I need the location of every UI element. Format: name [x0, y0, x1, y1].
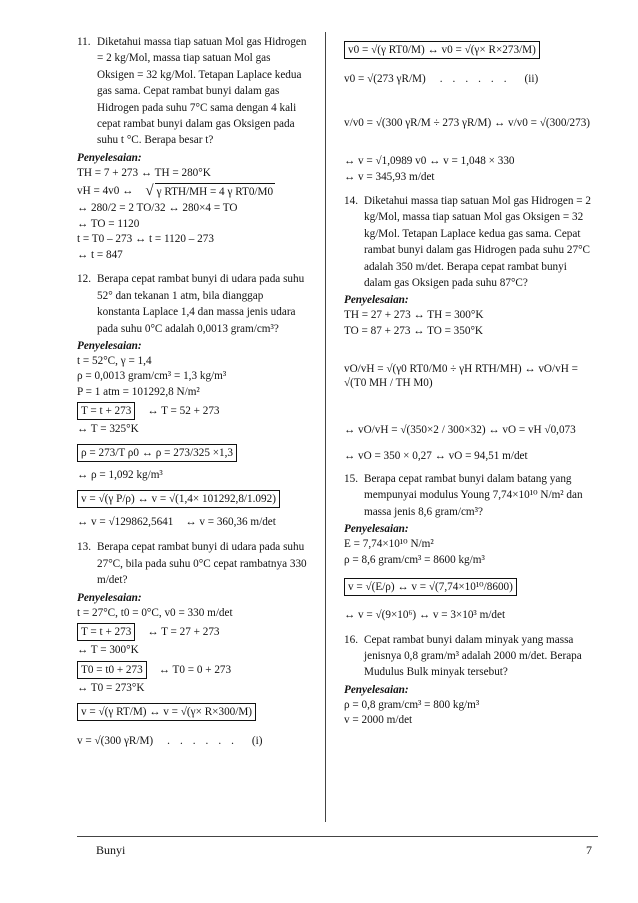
solution-heading: Penyelesaian: [77, 591, 142, 604]
eq: v0 = √(γ RT0/M) ↔ v0 = √(γ× R×273/M) [344, 36, 594, 64]
eq: TO = 87 + 273 ↔ TO = 350°K [344, 324, 484, 337]
eq: E = 7,74×10¹⁰ N/m² [344, 538, 434, 551]
eq: ρ = 0,0013 gram/cm³ = 1,3 kg/m³ [77, 370, 227, 383]
question-12-text: Berapa cepat rambat bunyi di udara pada suhu 52° dan tekanan 1 atm, bila dianggap konstanta Laplace 1,4 dan massa jenis udara pada suhu 0°C adalah 0,0013 gram/cm³? [97, 273, 305, 335]
question-14: 14. Diketahui massa tiap satuan Mol gas Hidrogen = 2 kg/Mol, massa tiap satuan Mol gas Oksigen = 32 kg/Mol. Tetapan Laplace kedua gas sama. Cepat rambat bunyi dalam gas Hidrogen pada suhu 27°C adalah 350 m/det. Berapa cepat rambat bunyi dalam gas Oksigen pada suhu 87°C? Penyelesaian: TH = 27 + 273 ↔ TH = 300°K TO = 87 + 273 ↔ TO = 350°K vO/vH = √(γ0 RT0/M0 ÷ γH RTH/MH) ↔ vO/vH = √(T0 MH / TH M0) ↔ vO/vH = √(350×2 / 300×32) ↔ vO = vH √0,073 ↔ vO = 350 × 0,27 ↔ vO = 94,51 m/det [344, 193, 594, 465]
eq: ↔ v = √1,0989 v0 ↔ v = 1,048 × 330 [344, 155, 515, 167]
eq: ↔ t = 847 [77, 248, 123, 261]
eq: T0 = t0 + 273 ↔ T0 = 0 + 273 [77, 661, 307, 679]
solution-heading: Penyelesaian: [344, 683, 409, 696]
eq: TH = 27 + 273 ↔ TH = 300°K [344, 309, 484, 322]
question-15-text: Berapa cepat rambat bunyi dalam batang yang mempunyai modulus Young 7,74×10¹⁰ N/m² dan massa jenis 8,6 gram/cm³? [364, 472, 583, 518]
eq: ↔ TO = 1120 [77, 217, 140, 230]
eq: ρ = 273/T ρ0 ↔ ρ = 273/325 ×1,3 [77, 440, 307, 466]
eq: ↔ vO/vH = √(350×2 / 300×32) ↔ vO = vH √0,073 [344, 424, 576, 437]
question-16-text: Cepat rambat bunyi dalam minyak yang massa jenisnya 0,8 gram/m³ adalah 2000 m/det. Berapa Mudulus Bulk minyak tersebut? [364, 633, 582, 679]
eq: T = t + 273 ↔ T = 27 + 273 [77, 623, 307, 641]
eq: ↔ T = 300°K [77, 644, 139, 657]
eq: ↔ v = √(9×10⁶) ↔ v = 3×10³ m/det [344, 609, 506, 622]
question-12: 12. Berapa cepat rambat bunyi di udara pada suhu 52° dan tekanan 1 atm, bila dianggap konstanta Laplace 1,4 dan massa jenis udara pada suhu 0°C adalah 0,0013 gram/cm³? Penyelesaian: t = 52°C, γ = 1,4 ρ = 0,0013 gram/cm³ = 1,3 kg/m³ P = 1 atm = 101292,8 N/m² T = t + 273 ↔ T = 52 + 273 ↔ T = 325°K ρ = 273/T ρ0 ↔ ρ = 273/325 ×1,3 ↔ ρ = 1,092 kg/m³ v = √(γ P/ρ) ↔ v = √(1,4× 101292,8/1.092) ↔ v = √129862,5641 ↔ v = 360,36 m/det [77, 271, 307, 529]
eq: t = 52°C, γ = 1,4 [77, 354, 152, 367]
eq: ρ = 0,8 gram/cm³ = 800 kg/m³ [344, 698, 480, 711]
eq: T = t + 273 ↔ T = 52 + 273 [77, 402, 307, 420]
right-column [344, 34, 594, 729]
page-number: 7 [586, 843, 592, 857]
eq: vH = 4v0 ↔ √ γ RTH/MH = 4 γ RT0/M0 [77, 183, 274, 200]
question-11-text: Diketahui massa tiap satuan Mol gas Hidrogen = 2 kg/Mol, massa tiap satuan Mol gas Oksigen = 32 kg/Mol. Tetapan Laplace kedua gas sama. Cepat rambat bunyi dalam gas Hidrogen pada suhu 7°C sama dengan 4 kali cepat rambat bunyi dalam gas Oksigen pada suhu t °C. Berapa besar t? [97, 36, 307, 147]
footer-rule [77, 836, 598, 837]
eq: ↔ T0 = 273°K [77, 681, 145, 694]
eq: v = √(γ RT/M) ↔ v = √(γ× R×300/M) [77, 698, 307, 726]
left-column [77, 34, 307, 756]
solution-heading: Penyelesaian: [77, 151, 142, 164]
solution-heading: Penyelesaian: [77, 339, 142, 352]
eq: TH = 7 + 273 ↔ TH = 280°K [77, 166, 211, 179]
eq: ↔ T = 325°K [77, 423, 139, 436]
question-13-text: Berapa cepat rambat bunyi di udara pada suhu 27°C, bila pada suhu 0°C cepat rambatnya 330 m/det? [97, 541, 307, 587]
question-14-text: Diketahui massa tiap satuan Mol gas Hidrogen = 2 kg/Mol, massa tiap satuan Mol gas Oksigen = 32 kg/Mol. Tetapan Laplace kedua gas sama. Cepat rambat bunyi dalam gas Hidrogen pada suhu 27°C adalah 350 m/det. Berapa cepat rambat bunyi dalam gas Oksigen pada suhu 87°C? [364, 195, 591, 290]
eq: v0 = √(273 γR/M) ...... (ii) [344, 73, 539, 85]
eq: ↔ ρ = 1,092 kg/m³ [77, 468, 163, 481]
eq: t = T0 – 273 ↔ t = 1120 – 273 [77, 233, 214, 246]
eq: ↔ vO = 350 × 0,27 ↔ vO = 94,51 m/det [344, 450, 528, 463]
solution-heading: Penyelesaian: [344, 294, 409, 307]
eq: v = 2000 m/det [344, 714, 413, 727]
eq: t = 27°C, t0 = 0°C, v0 = 330 m/det [77, 606, 233, 619]
eq: v = √(300 γR/M) ...... (i) [77, 735, 263, 748]
footer-title: Bunyi [96, 843, 126, 857]
eq: v/v0 = √(300 γR/M ÷ 273 γR/M) ↔ v/v0 = √(300/273) [344, 117, 591, 129]
question-16: 16. Cepat rambat bunyi dalam minyak yang massa jenisnya 0,8 gram/m³ adalah 2000 m/det. Berapa Mudulus Bulk minyak tersebut? Penyelesaian: ρ = 0,8 gram/cm³ = 800 kg/m³ v = 2000 m/det [344, 632, 594, 729]
eq: ↔ v = √129862,5641 ↔ v = 360,36 m/det [77, 516, 276, 529]
eq: ↔ v = 345,93 m/det [344, 170, 435, 183]
eq: ρ = 8,6 gram/cm³ = 8600 kg/m³ [344, 553, 485, 566]
question-13: 13. Berapa cepat rambat bunyi di udara pada suhu 27°C, bila pada suhu 0°C cepat rambatnya 330 m/det? Penyelesaian: t = 27°C, t0 = 0°C, v0 = 330 m/det T = t + 273 ↔ T = 27 + 273 ↔ T = 300°K T0 = t0 + 273 ↔ T0 = 0 + 273 ↔ T0 = 273°K v = √(γ RT/M) ↔ v = √(γ× R×300/M) v = √(300 γR/M) ...... (i) [77, 539, 307, 754]
column-divider [325, 32, 326, 822]
eq: P = 1 atm = 101292,8 N/m² [77, 385, 200, 398]
eq: vO/vH = √(γ0 RT0/M0 ÷ γH RTH/MH) ↔ vO/vH = √(T0 MH / TH M0) [344, 363, 578, 390]
eq: v = √(E/ρ) ↔ v = √(7,74×10¹⁰/8600) [344, 570, 594, 604]
eq: ↔ 280/2 = 2 TO/32 ↔ 280×4 = TO [77, 202, 238, 215]
question-11: 11. Diketahui massa tiap satuan Mol gas Hidrogen = 2 kg/Mol, massa tiap satuan Mol gas Oksigen = 32 kg/Mol. Tetapan Laplace kedua gas sama. Cepat rambat bunyi dalam gas Hidrogen pada suhu 7°C sama dengan 4 kali cepat rambat bunyi dalam gas Oksigen pada suhu t °C. Berapa besar t? Penyelesaian: TH = 7 + 273 ↔ TH = 280°K vH = 4v0 ↔ √ γ RTH/MH = 4 γ RT0/M0 ↔ 280/2 = 2 TO/32 ↔ 280×4 = TO ↔ TO = 1120 t = T0 – 273 ↔ t = 1120 – 273 ↔ t = 847 [77, 34, 307, 263]
solution-heading: Penyelesaian: [344, 523, 409, 536]
question-15: 15. Berapa cepat rambat bunyi dalam batang yang mempunyai modulus Young 7,74×10¹⁰ N/m² dan massa jenis 8,6 gram/cm³? Penyelesaian: E = 7,74×10¹⁰ N/m² ρ = 8,6 gram/cm³ = 8600 kg/m³ v = √(E/ρ) ↔ v = √(7,74×10¹⁰/8600) ↔ v = √(9×10⁶) ↔ v = 3×10³ m/det [344, 471, 594, 624]
question-13-continued [344, 36, 594, 185]
eq: v = √(γ P/ρ) ↔ v = √(1,4× 101292,8/1.092) [77, 485, 307, 513]
